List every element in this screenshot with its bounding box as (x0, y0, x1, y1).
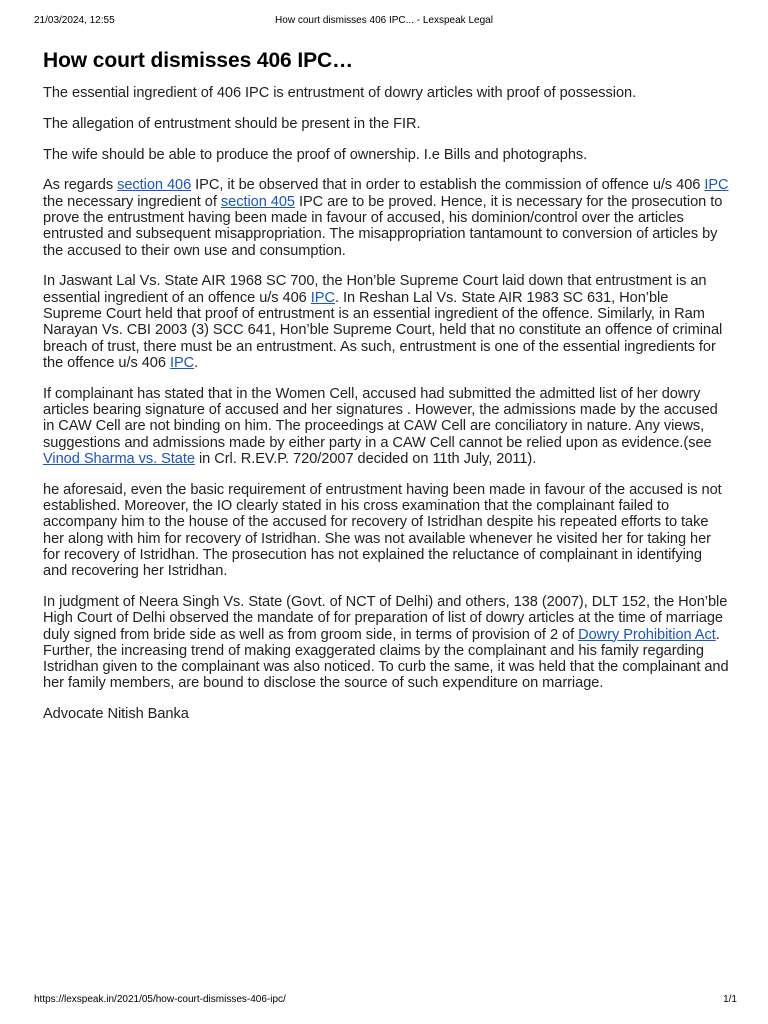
paragraph-4-text-1: As regards (43, 177, 118, 194)
paragraph-4-text-2: IPC, it be observed that in order to establish the commission of offence u/s 406 (191, 177, 705, 194)
paragraph-4-text-3: the necessary ingredient of (43, 193, 221, 210)
paragraph-5 (43, 273, 729, 371)
paragraph-1: The essential ingredient of 406 IPC is entrustment of dowry articles with proof of possession. (43, 85, 637, 101)
paragraph-5-text-1: In Jaswant Lal Vs. State AIR 1968 SC 700, the Hon’ble Supreme Court laid down that entrustment is an essential ingredient of an offence u/s 406 (43, 273, 707, 306)
paragraph-3: The wife should be able to produce the proof of ownership. I.e Bills and photographs. (43, 146, 588, 163)
vinod-sharma-link[interactable]: Vinod Sharma vs. State (43, 450, 195, 467)
print-datetime: 21/03/2024, 12:55 (34, 15, 115, 26)
page-number: 1/1 (723, 994, 737, 1005)
print-header (34, 15, 734, 29)
paragraph-8 (43, 594, 729, 692)
author-signature: Advocate Nitish Banka (43, 706, 189, 723)
paragraph-5-text-3: . (194, 354, 199, 371)
paragraph-8-text-1: In judgment of Neera Singh Vs. State (Govt. of NCT of Delhi) and others, 138 (2007), DLT 152, the Hon’ble High Court of Delhi observed the mandate of for preparation of list of dowry articles at the time of marriage duly signed from bride side as well as from groom side, in terms of provision of 2 of (43, 593, 728, 643)
print-url: https://lexspeak.in/2021/05/how-court-dismisses-406-ipc/ (34, 994, 286, 1005)
paragraph-6-text-1: If complainant has stated that in the Women Cell, accused had submitted the admitted list of her dowry articles bearing signature of accused and her signatures . However, the admissions made by the accused in CAW Cell are not binding on him. The proceedings at CAW Cell are conciliatory in nature. Any views, suggestions and admissions made by either party in a CAW Cell cannot be relied upon as evidence.(see (43, 385, 718, 451)
paragraph-8-text-2: . Further, the increasing trend of making exaggerated claims by the complainant and his family regarding Istridhan given to the complainant was also noticed. To curb the same, it was held that the complainant and her family members, are bound to disclose the source of such expenditure on marriage. (43, 626, 729, 692)
article-heading: How court dismisses 406 IPC… (43, 49, 353, 72)
section-405-link[interactable]: section 405 (220, 193, 295, 210)
ipc-link[interactable]: IPC (169, 354, 195, 371)
paragraph-4-text-4: IPC are to be proved. Hence, it is necessary for the prosecution to prove the entrustment having been made in favour of accused, his dominion/control over the articles entrusted and subsequent misappropriation. The misappropriation tantamount to conversion of articles by the accused to their own use and consumption. (43, 193, 723, 259)
section-406-link[interactable]: section 406 (117, 177, 192, 194)
ipc-link[interactable]: IPC (310, 289, 335, 306)
paragraph-6-text-2: in Crl. R.EV.P. 720/2007 decided on 11th July, 2011). (194, 450, 537, 467)
paragraph-5-text-2: . In Reshan Lal Vs. State AIR 1983 SC 631, Hon’ble Supreme Court held that proof of entrustment is an essential ingredient of the offence. Similarly, in Ram Narayan Vs. CBI 2003 (3) SCC 641, Hon’ble Supreme Court, held that no constitute an offence of criminal breach of trust, there must be an entrustment. As such, entrustment is one of the essential ingredients for the offence u/s 406 (43, 289, 723, 371)
paragraph-4 (43, 177, 729, 258)
ipc-link[interactable]: IPC (704, 177, 729, 194)
print-footer (34, 994, 737, 1008)
print-page-title: How court dismisses 406 IPC... - Lexspeak Legal (275, 15, 493, 26)
paragraph-2: The allegation of entrustment should be present in the FIR. (43, 115, 421, 132)
article (43, 48, 729, 737)
dowry-prohibition-act-link[interactable]: Dowry Prohibition Act (578, 626, 716, 643)
paragraph-6 (43, 386, 729, 467)
paragraph-7: he aforesaid, even the basic requirement of entrustment having been made in favour of the accused is not established. Moreover, the IO clearly stated in his cross examination that the complainant failed to accompany him to the house of the accused for recovery of Istridhan despite his repeated efforts to take her along with him for recovery of Istridhan. She was not available whenever he visited her for taking her for recovery of Istridhan. The prosecution has not explained the reluctance of complainant in identifying and recovering her Istridhan. (43, 481, 722, 580)
